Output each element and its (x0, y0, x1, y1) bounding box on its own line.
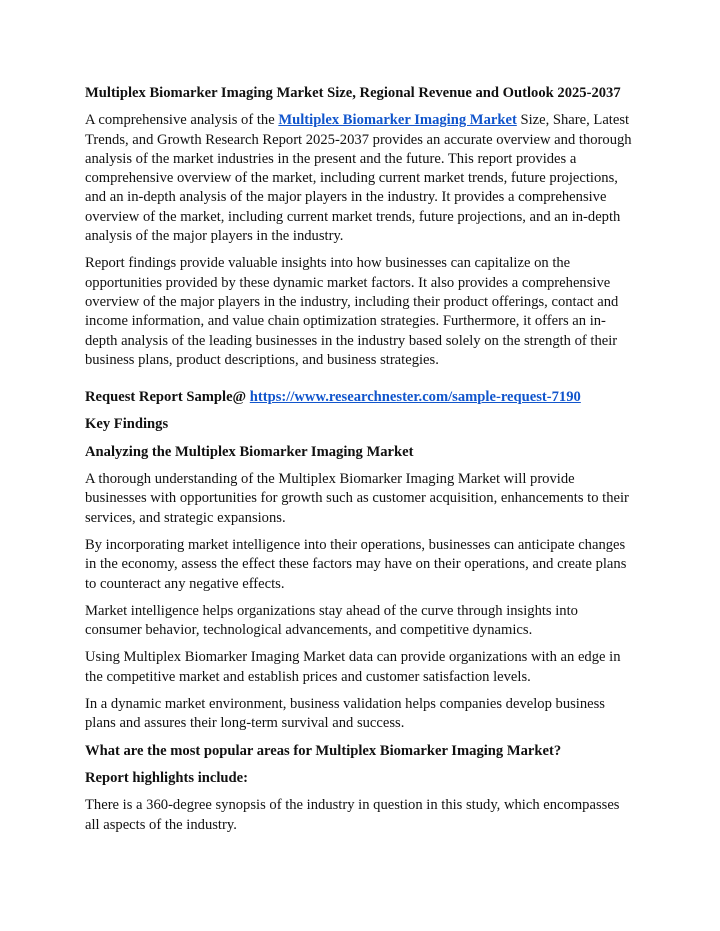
request-sample-line (85, 388, 637, 407)
synopsis-paragraph: There is a 360-degree synopsis of the industry in question in this study, which encompasses all aspects of the industry. (85, 797, 620, 833)
document-title: Multiplex Biomarker Imaging Market Size, Regional Revenue and Outlook 2025-2037 (85, 85, 621, 101)
body-paragraph: Market intelligence helps organizations stay ahead of the curve through insights into consumer behavior, technological advancements, and competitive dynamics. (85, 602, 578, 639)
market-report-link[interactable]: Multiplex Biomarker Imaging Market (278, 112, 517, 129)
sample-request-link[interactable]: https://www.researchnester.com/sample-request-7190 (249, 389, 581, 406)
intro-paragraph (85, 111, 637, 246)
intro-text-before-link: A comprehensive analysis of the (85, 112, 279, 129)
body-paragraph: A thorough understanding of the Multiplex Biomarker Imaging Market will provide businesses with opportunities for growth such as customer acquisition, enhancements to their services, and strategic expansions. (85, 471, 629, 526)
report-findings-paragraph: Report findings provide valuable insights into how businesses can capitalize on the opportunities provided by these dynamic market factors. It also provides a comprehensive overview of the major players in the industry, including their product offerings, contact and income information, and value chain optimization strategies. Furthermore, it offers an in-depth analysis of the leading businesses in the industry based solely on the strength of their business plans, product descriptions, and business strategies. (85, 255, 619, 368)
document-page (85, 84, 637, 843)
analyzing-heading: Analyzing the Multiplex Biomarker Imaging Market (85, 443, 414, 460)
highlights-heading: Report highlights include: (85, 769, 248, 786)
key-findings-heading: Key Findings (85, 416, 169, 433)
body-paragraph: By incorporating market intelligence into their operations, businesses can anticipate changes in the economy, assess the effect these factors may have on their operations, and create plans to counteract any negative effects. (85, 536, 627, 592)
intro-text-after-link: Size, Share, Latest Trends, and Growth Research Report 2025-2037 provides an accurate overview and thorough analysis of the market industries in the present and the future. This report provides a comprehensive overview of the market, including current market trends, future projections, and an in-depth analysis of the major players in the industry. It provides a comprehensive overview of the market, including current market trends, future projections, and an in-depth analysis of the major players in the industry. (85, 112, 632, 245)
body-paragraph: In a dynamic market environment, business validation helps companies develop business plans and assures their long-term survival and success. (85, 696, 605, 732)
body-paragraph: Using Multiplex Biomarker Imaging Market data can provide organizations with an edge in the competitive market and establish prices and customer satisfaction levels. (85, 649, 621, 685)
popular-areas-heading: What are the most popular areas for Multiplex Biomarker Imaging Market? (85, 742, 562, 759)
request-sample-label: Request Report Sample@ (85, 389, 250, 406)
